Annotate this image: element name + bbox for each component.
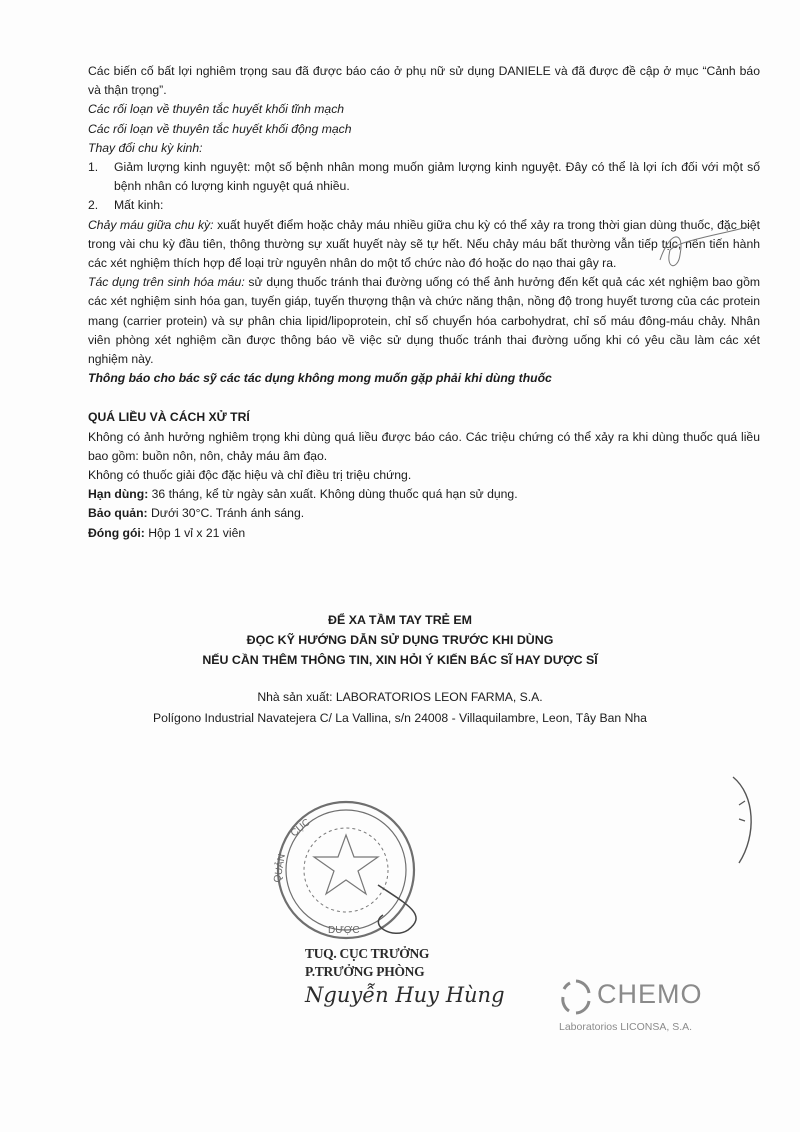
antidote-text: Không có thuốc giải độc đặc hiệu và chỉ điều trị triệu chứng. (88, 468, 412, 483)
arterial-disorders: Các rối loạn về thuyên tắc huyết khối động mạch (88, 121, 352, 136)
lab-paragraph (88, 273, 760, 369)
expiry-line (88, 485, 760, 504)
manufacturer-address: Polígono Industrial Navatejera C/ La Vallina, s/n 24008 - Villaquilambre, Leon, Tây Ban Nha (153, 711, 647, 725)
warning-line: ĐỂ XA TẦM TAY TRẺ EM (328, 613, 472, 627)
list-item (88, 196, 760, 215)
storage-line (88, 504, 760, 523)
storage-value: Dưới 30°C. Tránh ánh sáng. (147, 506, 305, 521)
chemo-company: Laboratorios LICONSA, S.A. (559, 1021, 693, 1033)
package-value: Hộp 1 vỉ x 21 viên (144, 525, 246, 540)
warning-block (0, 610, 800, 670)
venous-disorders: Các rối loạn về thuyên tắc huyết khối tĩnh mạch (88, 102, 345, 117)
overdose-text: Không có ảnh hưởng nghiêm trọng khi dùng quá liều được báo cáo. Các triệu chứng có thể xảy ra khi dùng thuốc quá liều bao gồm: buồn nôn, nôn, chảy máu âm đạo. (88, 429, 760, 463)
leaflet-body (88, 62, 760, 543)
svg-text:QUẢN: QUẢN (272, 853, 288, 884)
signature-name: Nguyễn Huy Hùng (305, 983, 505, 1007)
signature-title: P.TRƯỞNG PHÒNG (305, 964, 425, 979)
list-item-text: Giảm lượng kinh nguyệt: một số bệnh nhân mong muốn giảm lượng kinh nguyệt. Đây có thể là lợi ích đối với một số bệnh nhân có lượng kinh nguyệt quá nhiều. (114, 160, 760, 194)
expiry-value: 36 tháng, kể từ ngày sản xuất. Không dùng thuốc quá hạn sử dụng. (148, 487, 518, 502)
lab-label: Tác dụng trên sinh hóa máu: (88, 275, 245, 290)
package-line (88, 524, 760, 543)
signature-title: TUQ. CỤC TRƯỞNG (305, 946, 430, 961)
signature-block (305, 945, 505, 1007)
svg-text:DƯỢC: DƯỢC (328, 925, 360, 936)
bleeding-text: xuất huyết điểm hoặc chảy máu nhiều giữa chu kỳ có thể xảy ra trong thời gian dùng thuốc, đặc biệt trong vài chu kỳ đầu tiên, thông thường sự xuất huyết này sẽ tự hết. Nếu chảy máu bất thường vẫn tiếp tục, nên tiến hành các xét nghiệm thích hợp để loại trừ nguyên nhân do một tổ chức nào đó hoặc do nạo thai gây ra. (88, 217, 760, 271)
pen-mark (725, 775, 765, 865)
expiry-label: Hạn dùng: (88, 487, 149, 502)
manufacturer-name: Nhà sản xuất: LABORATORIOS LEON FARMA, S.A. (257, 690, 543, 704)
chemo-brand: CHEMO (597, 979, 703, 1009)
list-item-text: Mất kinh: (114, 198, 164, 213)
storage-label: Bảo quản: (88, 506, 148, 521)
bleeding-label: Chảy máu giữa chu kỳ: (88, 217, 214, 232)
pen-mark (640, 220, 760, 280)
svg-text:CỤC: CỤC (288, 816, 313, 840)
manufacturer-block (0, 687, 800, 729)
warning-line: NẾU CẦN THÊM THÔNG TIN, XIN HỎI Ý KIẾN BÁC SĨ HAY DƯỢC SĨ (202, 653, 598, 667)
list-number: 1. (88, 160, 99, 175)
package-label: Đóng gói: (88, 525, 145, 540)
cycle-heading: Thay đổi chu kỳ kinh: (88, 140, 203, 155)
approval-stamp (258, 795, 433, 955)
list-number: 2. (88, 198, 99, 213)
warning-line: ĐỌC KỸ HƯỚNG DẪN SỬ DỤNG TRƯỚC KHI DÙNG (246, 633, 554, 647)
lab-text: sử dụng thuốc tránh thai đường uống có thể ảnh hưởng đến kết quả các xét nghiệm bao gồm các xét nghiệm sinh hóa gan, tuyến giáp, tuyến thượng thận và chức năng thận, nồng độ trong huyết tương của các protein mang (carrier protein) và sự phân chia lipid/lipoprotein, chỉ số chuyển hóa carbohydrat, chỉ số máu đông-máu chảy. Nhân viên phòng xét nghiệm cần được thông báo về việc sử dụng thuốc tránh thai đường uống khi có yêu cầu làm các xét nghiệm này. (88, 275, 760, 367)
chemo-swirl-icon (559, 977, 593, 1017)
overdose-heading: QUÁ LIỀU VÀ CÁCH XỬ TRÍ (88, 410, 250, 425)
notify-doctor: Thông báo cho bác sỹ các tác dụng không mong muốn gặp phải khi dùng thuốc (88, 371, 552, 386)
intro-paragraph: Các biến cố bất lợi nghiêm trọng sau đã được báo cáo ở phụ nữ sử dụng DANIELE và đã được đề cập ở mục “Cảnh báo và thận trọng”. (88, 64, 760, 98)
list-item (88, 158, 760, 196)
